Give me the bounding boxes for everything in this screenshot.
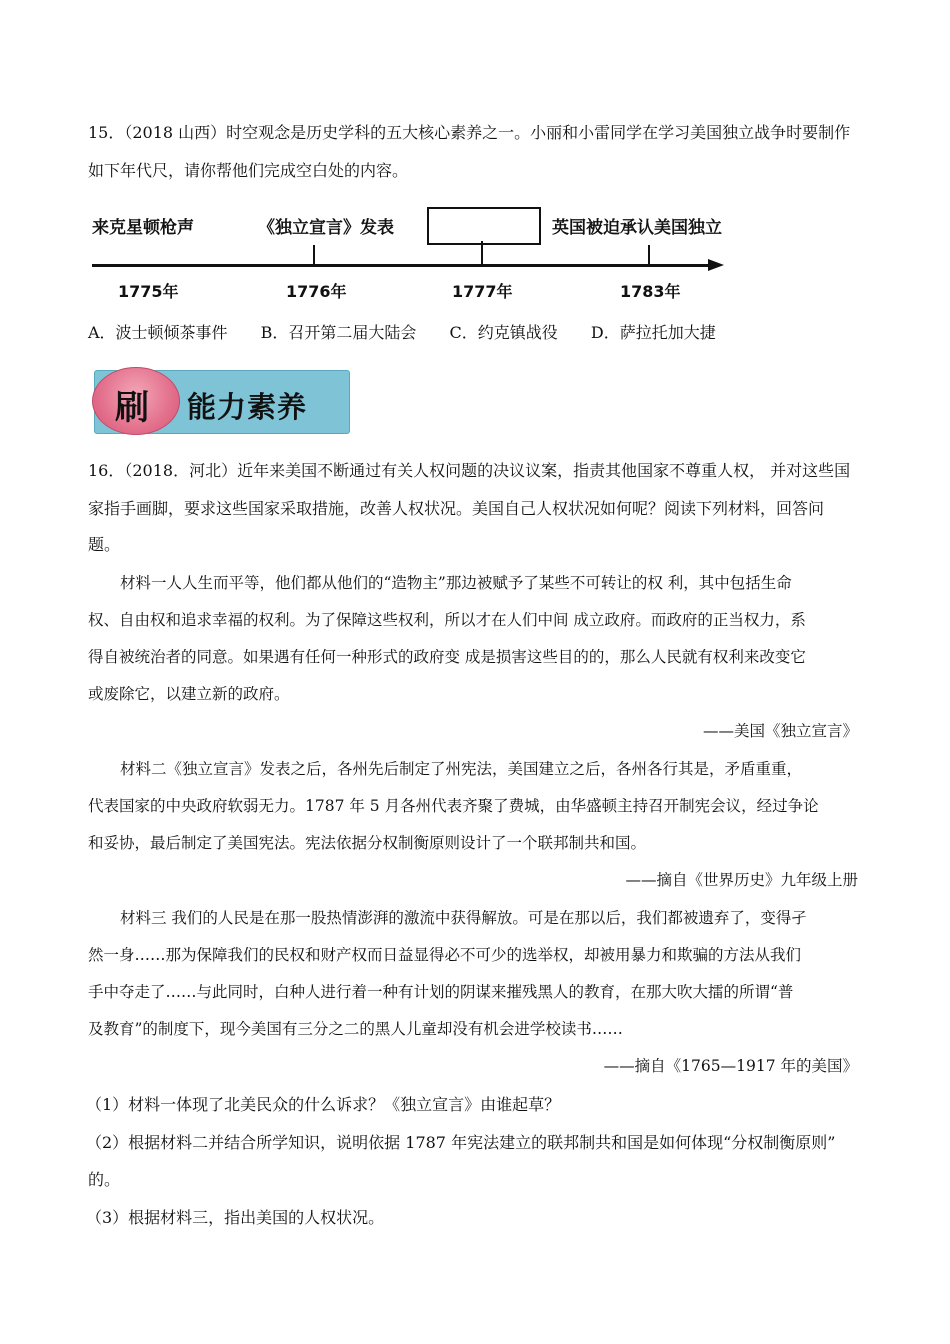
material-3-source: ——摘自《1765—1917 年的美国》 [603, 1057, 858, 1075]
material-2-line-1: 材料二《独立宣言》发表之后，各州先后制定了州宪法，美国建立之后，各州各行其是，矛盾重重， [120, 760, 803, 778]
timeline-year-4: 1783年 [620, 282, 681, 301]
q16-question-1: （1）材料一体现了北美民众的什么诉求？《独立宣言》由谁起草？ [86, 1095, 561, 1114]
timeline-event-2: 《独立宣言》发表 [258, 218, 394, 238]
timeline-event-3: 英国被迫承认美国独立 [552, 218, 722, 238]
material-3-line-2: 然一身……那为保障我们的民权和财产权而日益显得必不可少的选举权，却被用暴力和欺骗的方法从我们 [88, 946, 802, 964]
material-1-line-3: 得自被统治者的同意。如果遇有任何一种形式的政府变 成是损害这些目的的，那么人民就有权利来改变它 [88, 648, 806, 666]
q16-intro-line-3: 题。 [88, 535, 121, 554]
material-2-source: ——摘自《世界历史》九年级上册 [625, 871, 858, 889]
material-3-line-3: 手中夺走了……与此同时，白种人进行着一种有计划的阴谋来摧残黑人的教育，在那大吹大擂的所谓“普 [88, 983, 794, 1001]
material-2-line-2: 代表国家的中央政府软弱无力。1787 年 5 月各州代表齐聚了费城，由华盛顿主持召开制宪会议，经过争论 [88, 797, 819, 815]
material-1-line-4: 或废除它，以建立新的政府。 [88, 685, 290, 703]
material-1-line-1: 材料一人人生而平等，他们都从他们的“造物主”那边被赋予了某些不可转让的权 利，其中包括生命 [120, 574, 792, 592]
timeline-arrow-icon [708, 259, 724, 271]
material-2-line-3: 和妥协，最后制定了美国宪法。宪法依据分权制衡原则设计了一个联邦制共和国。 [88, 834, 647, 852]
banner-title: 能力素养 [187, 390, 308, 424]
banner-char: 刷 [115, 388, 149, 428]
material-3-line-1: 材料三 我们的人民是在那一股热情澎湃的激流中获得解放。可是在那以后，我们都被遗弃了，变得孑 [120, 909, 807, 927]
material-1-source: ——美国《独立宣言》 [702, 722, 858, 740]
timeline-tick-1777 [481, 241, 483, 265]
q15-stem-line-1: 15．（2018 山西）时空观念是历史学科的五大核心素养之一。小丽和小雷同学在学习美国独立战争时要制作 [88, 123, 851, 142]
q15-option-c: C．约克镇战役 [449, 323, 558, 342]
q16-question-3: （3）根据材料三，指出美国的人权状况。 [86, 1208, 385, 1227]
q15-stem-line-2: 如下年代尺，请你帮他们完成空白处的内容。 [88, 161, 409, 180]
timeline-year-1: 1775年 [118, 282, 179, 301]
banner-circle-icon [92, 367, 180, 435]
timeline-tick-1776 [313, 245, 315, 265]
q16-intro-line-2: 家指手画脚，要求这些国家采取措施，改善人权状况。美国自己人权状况如何呢？阅读下列材料，回答问 [88, 499, 825, 518]
q16-intro-line-1: 16．（2018．河北）近年来美国不断通过有关人权问题的决议议案，指责其他国家不尊重人权， 并对这些国 [88, 461, 851, 480]
timeline-event-1: 来克星顿枪声 [92, 218, 194, 238]
q16-question-2-cont: 的。 [88, 1170, 121, 1189]
q15-option-b: B．召开第二届大陆会 [260, 323, 417, 342]
q15-option-d: D．萨拉托加大捷 [590, 323, 716, 342]
material-3-line-4: 及教育”的制度下，现今美国有三分之二的黑人儿童却没有机会进学校读书…… [88, 1020, 623, 1038]
q15-option-a: A．波士顿倾茶事件 [88, 323, 228, 342]
timeline-axis [92, 264, 710, 267]
material-1-line-2: 权、自由权和追求幸福的权利。为了保障这些权利，所以才在人们中间 成立政府。而政府的正当权力，系 [88, 611, 806, 629]
timeline-blank-box [427, 207, 541, 245]
q16-question-2: （2）根据材料二并结合所学知识，说明依据 1787 年宪法建立的联邦制共和国是如何体现“分权制衡原则” [86, 1133, 836, 1152]
section-banner [92, 367, 348, 435]
timeline-year-3: 1777年 [452, 282, 513, 301]
timeline-tick-1783 [648, 245, 650, 265]
q15-options [88, 322, 744, 344]
timeline-year-2: 1776年 [286, 282, 347, 301]
